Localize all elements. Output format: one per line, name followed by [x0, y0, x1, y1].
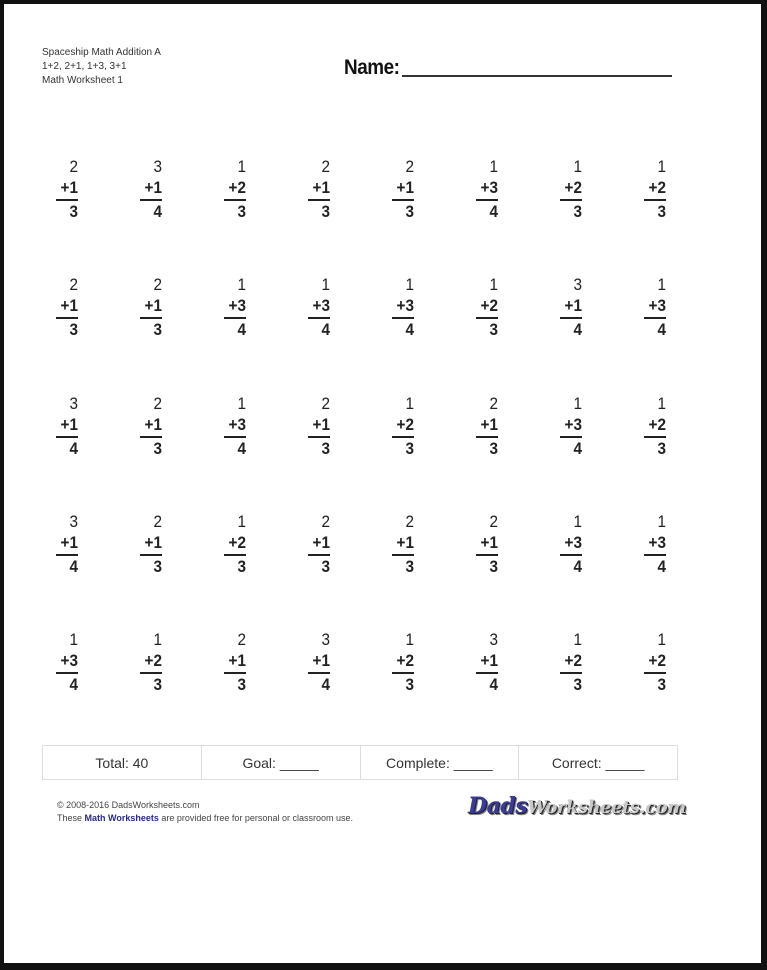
- problem-answer[interactable]: 3: [237, 557, 246, 576]
- summary-correct[interactable]: Correct: _____: [551, 754, 645, 771]
- problem-addend: +2: [144, 651, 162, 670]
- problem-top-number: 1: [237, 512, 246, 531]
- summary-total: Total: 40: [43, 746, 202, 779]
- problem-top-number: 1: [573, 512, 582, 531]
- problem-answer[interactable]: 3: [153, 320, 162, 339]
- addition-problem: [290, 393, 330, 459]
- addition-problem: [542, 156, 582, 222]
- addition-problem: [458, 629, 498, 695]
- problem-top-number: 2: [153, 512, 162, 531]
- addition-problem: [374, 511, 414, 577]
- addition-problem: [458, 156, 498, 222]
- problem-addend: +3: [228, 415, 246, 434]
- problem-answer[interactable]: 4: [69, 557, 78, 576]
- problem-addend: +1: [228, 651, 246, 670]
- problem-addend: +3: [312, 296, 330, 315]
- problem-addend: +1: [60, 296, 78, 315]
- problem-top-number: 1: [405, 630, 414, 649]
- problem-top-number: 1: [657, 512, 666, 531]
- addition-problem: [290, 156, 330, 222]
- addition-problem: [542, 629, 582, 695]
- addition-problem: [374, 274, 414, 340]
- problem-answer[interactable]: 3: [69, 202, 78, 221]
- problem-addend: +1: [564, 296, 582, 315]
- worksheet-subtitle: Math Worksheet 1: [42, 75, 123, 86]
- summary-goal[interactable]: Goal: _____: [202, 746, 361, 779]
- footer-suffix: are provided free for personal or classroom use.: [158, 813, 353, 823]
- problem-top-number: 1: [153, 630, 162, 649]
- problem-addend: +2: [564, 178, 582, 197]
- problem-answer[interactable]: 4: [321, 320, 330, 339]
- problem-addend: +2: [564, 651, 582, 670]
- problem-addend: +1: [144, 533, 162, 552]
- problem-top-number: 1: [657, 394, 666, 413]
- addition-problem: [542, 274, 582, 340]
- problem-answer[interactable]: 3: [489, 439, 498, 458]
- problem-addend: +3: [564, 533, 582, 552]
- math-worksheets-link[interactable]: Math Worksheets: [84, 813, 159, 823]
- problem-top-number: 1: [237, 275, 246, 294]
- copyright-text: © 2008-2016 DadsWorksheets.com: [57, 800, 200, 810]
- problem-top-number: 2: [153, 275, 162, 294]
- problem-addend: +1: [480, 415, 498, 434]
- addition-problem: [290, 274, 330, 340]
- problem-top-number: 2: [69, 275, 78, 294]
- problem-addend: +1: [60, 415, 78, 434]
- problem-top-number: 1: [405, 394, 414, 413]
- problem-top-number: 1: [237, 157, 246, 176]
- name-input-line[interactable]: [402, 75, 672, 77]
- footer-prefix: These: [57, 813, 85, 823]
- addition-problem: [38, 511, 78, 577]
- problem-top-number: 2: [405, 157, 414, 176]
- summary-complete[interactable]: Complete: _____: [361, 746, 520, 779]
- problem-answer[interactable]: 4: [573, 439, 582, 458]
- problem-answer[interactable]: 3: [489, 557, 498, 576]
- problem-top-number: 2: [489, 512, 498, 531]
- problem-addend: +1: [144, 415, 162, 434]
- footer-usage-text: [57, 812, 353, 825]
- addition-problem: [626, 393, 666, 459]
- problem-addend: +3: [396, 296, 414, 315]
- worksheet-meta: [42, 46, 161, 88]
- problem-addend: +3: [60, 651, 78, 670]
- problem-addend: +1: [312, 415, 330, 434]
- addition-problem: [122, 156, 162, 222]
- addition-problem: [542, 393, 582, 459]
- problem-top-number: 3: [69, 394, 78, 413]
- problem-answer[interactable]: 4: [489, 202, 498, 221]
- summary-table: [42, 745, 678, 780]
- addition-problem: [458, 511, 498, 577]
- problem-addend: +1: [144, 178, 162, 197]
- problem-top-number: 2: [321, 157, 330, 176]
- problem-top-number: 1: [489, 275, 498, 294]
- problem-top-number: 1: [573, 157, 582, 176]
- problem-answer[interactable]: 3: [405, 439, 414, 458]
- addition-problem: [206, 629, 246, 695]
- addition-problem: [206, 393, 246, 459]
- addition-problem: [290, 511, 330, 577]
- problem-answer[interactable]: 3: [573, 202, 582, 221]
- problem-addend: +1: [60, 533, 78, 552]
- worksheet-title: Spaceship Math Addition A: [42, 47, 161, 58]
- problem-top-number: 2: [321, 512, 330, 531]
- problem-top-number: 1: [489, 157, 498, 176]
- problem-addend: +1: [480, 533, 498, 552]
- addition-problem: [38, 156, 78, 222]
- addition-problem: [122, 511, 162, 577]
- name-label: Name:: [344, 56, 400, 79]
- problem-top-number: 1: [321, 275, 330, 294]
- problem-answer[interactable]: 3: [405, 202, 414, 221]
- problem-top-number: 3: [153, 157, 162, 176]
- problem-addend: +1: [312, 533, 330, 552]
- problem-top-number: 2: [153, 394, 162, 413]
- problem-answer[interactable]: 4: [573, 557, 582, 576]
- addition-problem: [122, 393, 162, 459]
- worksheet-facts: 1+2, 2+1, 1+3, 3+1: [42, 61, 127, 72]
- problem-addend: +2: [228, 533, 246, 552]
- problem-answer[interactable]: 3: [153, 557, 162, 576]
- problem-answer[interactable]: 4: [69, 675, 78, 694]
- addition-problem: [626, 511, 666, 577]
- problem-addend: +2: [480, 296, 498, 315]
- problem-top-number: 1: [657, 630, 666, 649]
- footer: [57, 799, 353, 825]
- addition-problem: [626, 274, 666, 340]
- problem-addend: +1: [480, 651, 498, 670]
- problem-top-number: 3: [321, 630, 330, 649]
- problem-top-number: 3: [489, 630, 498, 649]
- addition-problem: [626, 629, 666, 695]
- problem-answer[interactable]: 3: [69, 320, 78, 339]
- problem-answer[interactable]: 3: [153, 675, 162, 694]
- addition-problem: [122, 274, 162, 340]
- problem-addend: +1: [396, 178, 414, 197]
- addition-problem: [374, 156, 414, 222]
- problem-addend: +3: [648, 296, 666, 315]
- problem-answer[interactable]: 4: [573, 320, 582, 339]
- addition-problem: [38, 629, 78, 695]
- addition-problem: [206, 511, 246, 577]
- problem-addend: +3: [480, 178, 498, 197]
- addition-problem: [626, 156, 666, 222]
- problem-answer[interactable]: 3: [489, 320, 498, 339]
- problem-top-number: 2: [321, 394, 330, 413]
- problem-top-number: 1: [237, 394, 246, 413]
- addition-problem: [38, 274, 78, 340]
- problem-top-number: 2: [69, 157, 78, 176]
- problem-addend: +2: [396, 415, 414, 434]
- addition-problem: [38, 393, 78, 459]
- problem-addend: +1: [396, 533, 414, 552]
- problem-addend: +3: [648, 533, 666, 552]
- problem-answer[interactable]: 3: [657, 675, 666, 694]
- problem-addend: +3: [228, 296, 246, 315]
- problem-answer[interactable]: 4: [657, 320, 666, 339]
- problem-answer[interactable]: 3: [573, 675, 582, 694]
- addition-problem: [206, 274, 246, 340]
- problem-top-number: 3: [573, 275, 582, 294]
- problem-top-number: 2: [405, 512, 414, 531]
- problem-top-number: 1: [405, 275, 414, 294]
- addition-problem: [374, 629, 414, 695]
- addition-problem: [122, 629, 162, 695]
- addition-problem: [374, 393, 414, 459]
- problem-top-number: 1: [69, 630, 78, 649]
- problem-top-number: 2: [237, 630, 246, 649]
- problem-answer[interactable]: 4: [321, 675, 330, 694]
- problem-answer[interactable]: 4: [657, 557, 666, 576]
- problem-addend: +1: [312, 178, 330, 197]
- dadsworksheets-logo[interactable]: [468, 793, 686, 819]
- addition-problem: [542, 511, 582, 577]
- addition-problem: [206, 156, 246, 222]
- problem-addend: +2: [648, 415, 666, 434]
- problem-addend: +2: [648, 651, 666, 670]
- addition-problem: [458, 393, 498, 459]
- addition-problem: [290, 629, 330, 695]
- problem-addend: +3: [564, 415, 582, 434]
- problem-answer[interactable]: 4: [153, 202, 162, 221]
- name-field[interactable]: [344, 56, 672, 80]
- problem-answer[interactable]: 3: [153, 439, 162, 458]
- problem-answer[interactable]: 4: [237, 320, 246, 339]
- problem-answer[interactable]: 4: [405, 320, 414, 339]
- problem-addend: +1: [144, 296, 162, 315]
- problem-top-number: 1: [573, 630, 582, 649]
- problem-answer[interactable]: 3: [321, 439, 330, 458]
- problem-addend: +1: [312, 651, 330, 670]
- problem-answer[interactable]: 3: [321, 202, 330, 221]
- problem-addend: +2: [648, 178, 666, 197]
- problem-answer[interactable]: 3: [405, 557, 414, 576]
- problem-answer[interactable]: 4: [489, 675, 498, 694]
- problem-answer[interactable]: 3: [657, 439, 666, 458]
- problem-answer[interactable]: 3: [657, 202, 666, 221]
- problem-answer[interactable]: 3: [237, 675, 246, 694]
- problem-top-number: 3: [69, 512, 78, 531]
- problem-answer[interactable]: 3: [321, 557, 330, 576]
- problem-answer[interactable]: 3: [405, 675, 414, 694]
- problem-addend: +2: [228, 178, 246, 197]
- problem-top-number: 1: [657, 157, 666, 176]
- problem-answer[interactable]: 4: [69, 439, 78, 458]
- logo-part-dads: Dads: [468, 793, 528, 819]
- addition-problem: [458, 274, 498, 340]
- problem-addend: +2: [396, 651, 414, 670]
- problem-answer[interactable]: 3: [237, 202, 246, 221]
- problem-top-number: 1: [573, 394, 582, 413]
- problem-answer[interactable]: 4: [237, 439, 246, 458]
- logo-part-worksheets: Worksheets.com: [527, 797, 686, 818]
- problem-addend: +1: [60, 178, 78, 197]
- problem-top-number: 2: [489, 394, 498, 413]
- problem-top-number: 1: [657, 275, 666, 294]
